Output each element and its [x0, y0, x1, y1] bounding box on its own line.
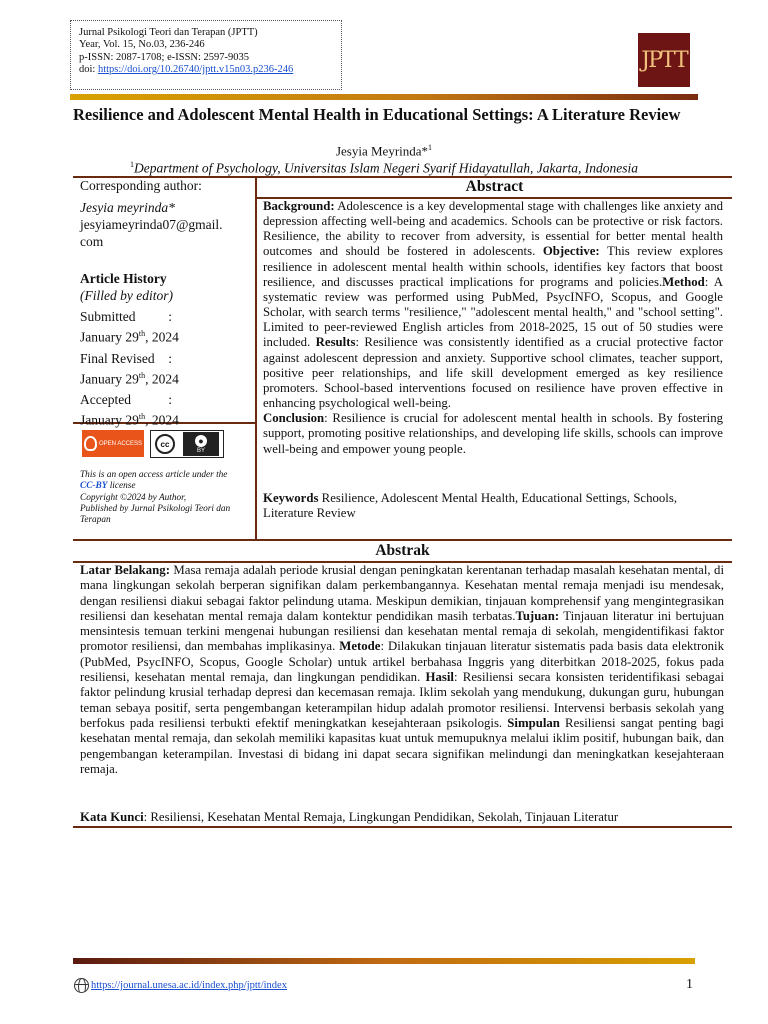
doi-label: doi: — [79, 63, 98, 75]
by-text: BY — [196, 447, 205, 454]
doi-line — [79, 64, 333, 76]
email-line-1: jesyiameyrinda07@gmail. — [80, 217, 223, 232]
accepted-date — [80, 408, 252, 429]
author-line — [0, 143, 768, 159]
date-text: January 29 — [80, 329, 139, 345]
tujuan-label: Tujuan: — [515, 608, 560, 623]
history-note: (Filled by editor) — [80, 288, 173, 303]
method-label: Method — [662, 274, 705, 289]
email-line-2: com — [80, 234, 104, 249]
open-access-text: OPEN ACCESS — [98, 440, 142, 447]
date-sup: th — [138, 329, 146, 338]
keywords-text: Resilience, Adolescent Mental Health, Educational Settings, Schools, Literature Review — [263, 491, 678, 521]
results-label: Results — [315, 335, 356, 350]
conclusion-label: Conclusion — [263, 411, 325, 426]
column-divider — [255, 176, 257, 540]
date-sup: th — [138, 370, 146, 380]
history-label: Article History — [80, 271, 167, 286]
journal-volume: Year, Vol. 15, No.03, 236-246 — [79, 39, 205, 51]
final-revised-date — [80, 367, 252, 388]
submitted-colon: : — [168, 309, 172, 324]
page-number: 1 — [686, 977, 693, 992]
objective-text: This review explores resilience in adolescent mental health within schools, identifies key factors that boost resilience, and discusses practical implications for programs and policies. — [263, 244, 723, 289]
tujuan-text: Tinjauan literatur ini bertujuan mensintesis temuan terkini mengenai hubungan resiliensi dan kesehatan mental remaja di sekolah, mengidentifikasi faktor promotor resiliensi, dan membahas implikasinya. — [80, 608, 724, 654]
results-text: : Resilience was consistently identified as a crucial protective factor against adolescent depression and anxiety. Supportive school climates, teacher support, positive peer relationships, and life skill development emerged as key resilience promoters. School-based interventions focused on resilience have proven effective in enhancing psychological well-being. — [263, 335, 724, 411]
person-icon: ● — [195, 435, 207, 447]
license-line-1: This is an open access article under the — [80, 470, 228, 480]
journal-issn: p-ISSN: 2087-1708; e-ISSN: 2597-9035 — [79, 51, 250, 63]
journal-name: Jurnal Psikologi Teori dan Terapan (JPTT) — [79, 27, 258, 38]
footer-link-row — [74, 978, 287, 993]
abstrak-bottom-rule — [73, 826, 732, 828]
cc-by-link[interactable]: CC-BY — [80, 481, 108, 492]
method-text: : A systematic review was performed using PubMed, PsycINFO, Scopus, and Google Scholar, with search terms "resilience," "adolescent mental health," and "school setting". Limited to peer-reviewed English articles from 2018-2025, 15 out of 50 studies were included. — [263, 274, 723, 350]
date-year: , 2024 — [145, 371, 179, 386]
submitted-label: Submitted — [80, 309, 136, 324]
accepted-label: Accepted — [80, 392, 131, 407]
license-line-2 — [80, 481, 252, 492]
date-text: January 29 — [80, 412, 139, 428]
journal-info-box — [70, 20, 342, 90]
abstrak-heading: Abstrak — [375, 542, 430, 559]
open-access-lock-icon — [84, 436, 97, 451]
simpulan-label: Simpulan — [507, 715, 560, 730]
footer-divider — [73, 958, 695, 964]
globe-icon — [74, 978, 89, 993]
latar-label: Latar Belakang: — [80, 563, 170, 577]
author-name: Jesyia Meyrinda* — [335, 143, 429, 159]
corresponding-name: Jesyia meyrinda* — [80, 200, 175, 215]
abstract-heading: Abstract — [465, 178, 524, 195]
article-title: Resilience and Adolescent Mental Health in Educational Settings: A Literature Review — [73, 105, 681, 124]
kata-kunci — [80, 810, 724, 825]
abstract-body — [263, 199, 723, 457]
affiliation-sup: 1 — [130, 160, 135, 169]
copyright-line: Copyright ©2024 by Author, — [80, 492, 187, 503]
license-badges — [82, 430, 224, 458]
date-text: January 29 — [80, 371, 139, 386]
date-sup: th — [138, 412, 146, 421]
affiliation-text: Department of Psychology, Universitas Islam Negeri Syarif Hidayatullah, Jakarta, Indonesia — [134, 160, 638, 176]
metode-text: : Dilakukan tinjauan literatur sistematis pada basis data elektronik (PubMed, PsycINFO, Scopus, Google Scholar) untuk artikel berbahasa Inggris yang diterbitkan 2018-2025, fokus pada resiliensi, kesehatan mental remaja, dan lingkungan pendidikan. — [80, 639, 724, 685]
jptt-logo — [638, 33, 690, 87]
date-year: , 2024 — [145, 329, 179, 345]
creative-commons-icon: cc — [155, 434, 175, 454]
background-label: Background: — [263, 199, 335, 213]
hasil-label: Hasil — [425, 670, 454, 685]
abstract-bottom-rule — [73, 539, 732, 541]
affiliation — [0, 160, 768, 177]
accepted-colon: : — [168, 392, 172, 407]
doi-link[interactable]: https://doi.org/10.26740/jptt.v15n03.p236-246 — [97, 63, 294, 75]
publisher-line: Published by Jurnal Psikologi Teori dan Terapan — [80, 503, 231, 526]
latar-text: Masa remaja adalah periode krusial dengan peningkatan kerentanan terhadap masalah kesehatan mental, di mana lingkungan sekolah berperan signifikan dalam perkembangannya. Kesehatan mental remaja menjadi isu mendesak, dengan resiliensi diakui sebagai faktor pelindung utama. Meskipun demikian, tinjauan komprehensif yang mengintegrasikan resiliensi dan kesehatan mental remaja dalam kontektur pendidikan masih terbatas. — [80, 563, 725, 623]
header-divider — [70, 94, 698, 100]
date-year: , 2024 — [145, 412, 179, 428]
article-sidebar — [80, 177, 252, 429]
keywords-label: Keywords — [263, 491, 319, 505]
license-note — [80, 470, 252, 526]
corresponding-label: Corresponding author: — [80, 178, 202, 193]
cc-by-badge[interactable] — [150, 430, 224, 458]
metode-label: Metode — [339, 639, 381, 654]
objective-label: Objective: — [542, 244, 600, 259]
author-sup: 1 — [428, 143, 433, 152]
background-text: Adolescence is a key developmental stage with challenges like anxiety and depression affecting well-being and academics. Schools can be protective or risk factors. Resilience, the ability to recover from adversity, is essential for better mental health outcomes and should be fostered in adolescents. — [263, 199, 723, 259]
open-access-badge[interactable] — [82, 430, 144, 457]
conclusion-text: : Resilience is crucial for adolescent mental health in schools. By fostering support, promoting positive relationships, and developing life skills, schools can improve well-being and empower young people. — [263, 411, 723, 456]
abstrak-body — [80, 563, 724, 777]
journal-url-link[interactable]: https://journal.unesa.ac.id/index.php/jptt/index — [91, 980, 287, 991]
keywords — [263, 491, 723, 521]
final-colon: : — [168, 350, 172, 366]
final-revised-label: Final Revised — [80, 350, 155, 366]
hasil-text: : Resiliensi secara konsisten teridentifikasi sebagai faktor pelindung krusial terhadap depresi dan kecemasan remaja. Iklim sekolah yang mendukung, dukungan guru, hubungan teman sebaya positif, serta pengembangan keterampilan hidup adalah promotor resiliensi. Intervensi berbasis sekolah yang berfokus pada resiliensi terbukti efektif meningkatkan kesejahteraan psikologis. — [80, 670, 724, 730]
logo-text: JPTT — [641, 47, 687, 73]
license-word: license — [107, 481, 136, 492]
kata-kunci-label: Kata Kunci — [80, 810, 144, 824]
kata-kunci-text: : Resiliensi, Kesehatan Mental Remaja, Lingkungan Pendidikan, Sekolah, Tinjauan Literatur — [143, 810, 619, 824]
attribution-icon — [183, 432, 219, 456]
submitted-date — [80, 325, 252, 346]
simpulan-text: Resiliensi sangat penting bagi kesehatan mental remaja, dan sekolah memiliki kapasitas kuat untuk memupuknya melalui iklim positif, hubungan baik, dan pengembangan keterampilan. Investasi di bidang ini dapat secara signifikan melindungi dan meningkatkan kesejahteraan remaja. — [80, 715, 724, 776]
